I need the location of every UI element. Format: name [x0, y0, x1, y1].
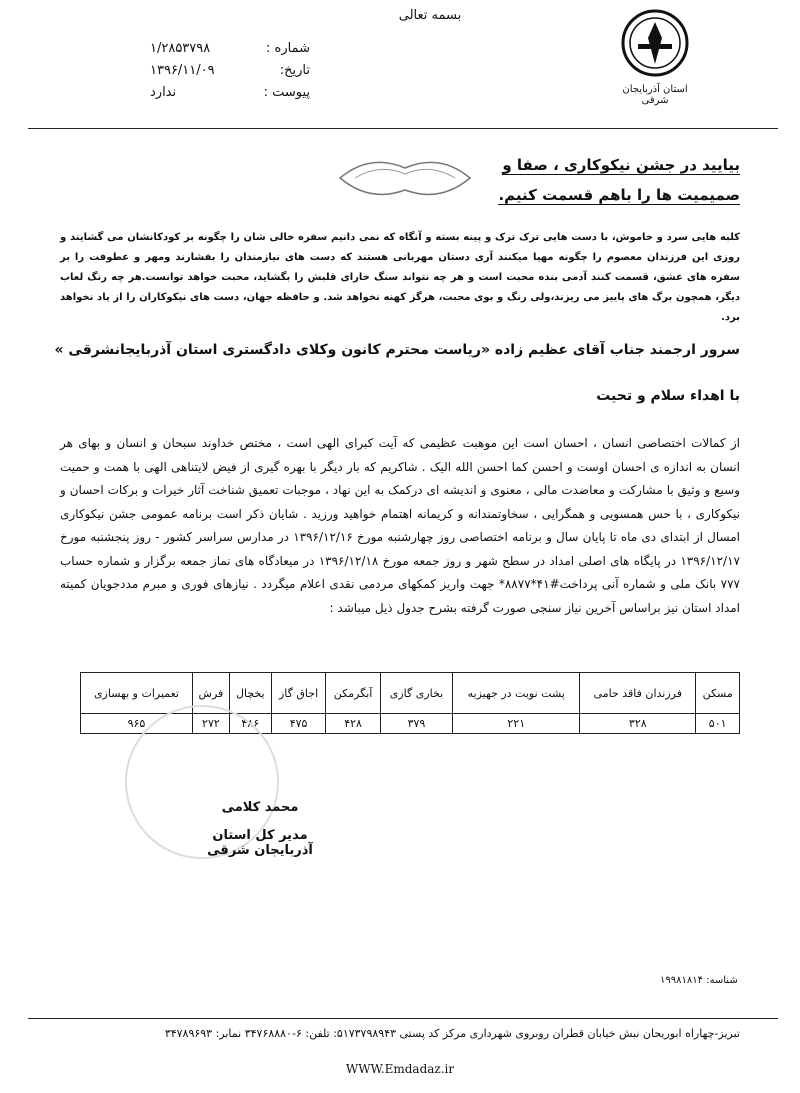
greeting: با اهداء سلام و تحیت	[596, 388, 740, 404]
attachment-value: ندارد	[150, 85, 177, 100]
table-header-cell: فرش	[192, 673, 229, 714]
imdad-logo	[610, 8, 700, 113]
addressee: سرور ارجمند جناب آقای عظیم زاده «ریاست محترم کانون وکلای دادگستری استان آذربایجانشرقی »	[54, 342, 740, 358]
slogan-line-2: صمیمیت ها را باهم قسمت کنیم.	[498, 186, 740, 204]
date-value: ۱۳۹۶/۱۱/۰۹	[150, 63, 215, 78]
table-cell: ۴۷۵	[271, 714, 326, 734]
slogan-line-1: بیایید در جشن نیکوکاری ، صفا و	[502, 156, 740, 174]
number-label: شماره :	[266, 41, 310, 56]
number-value: ۱/۲۸۵۳۷۹۸	[150, 41, 211, 56]
emblem-icon	[620, 8, 690, 78]
table-cell: ۲۷۲	[192, 714, 229, 734]
table-header-cell: فرزندان فاقد حامی	[580, 673, 696, 714]
table-cell: ۴۲۸	[326, 714, 380, 734]
footer-address: تبریز-چهاراه ابوریحان نبش خیابان قطران روبروی شهرداری مرکز کد پستی ۵۱۷۳۷۹۸۹۴۳: تلفن: ۶-۳۴۷۶۸۸۸۰ نمابر: ۳۴۷۸۹۶۹۳	[164, 1027, 740, 1040]
table-header-cell: اجاق گاز	[271, 673, 326, 714]
attachment-label: پیوست :	[263, 85, 310, 100]
logo-caption: استان آذربایجان شرقی	[622, 84, 688, 106]
basmala: بسمه تعالی	[398, 8, 462, 23]
table-header-cell: آبگرمکن	[326, 673, 380, 714]
table-header-cell: مسکن	[696, 673, 740, 714]
calligraphy-emblem-icon	[330, 148, 480, 208]
letter-meta	[150, 38, 310, 104]
footer-divider	[28, 1018, 778, 1019]
redacted-area	[318, 782, 681, 907]
intro-paragraph: کلبه هایی سرد و خاموش، با دست هایی ترک ترک و پینه بسته و آنگاه که نمی دانیم سفره خالی شان را چگونه بر کودکانشان می گشایند و روزی این فرزندان معصوم را چگونه مهیا میکنند آری دستان مهربانی هستند که دست های نیازمندان را بفشارند ومهر و عطوفت را بر سفره های عشق، قسمت کنند آدمی بنده محبت است و هر چه نتواند سنگ خارای قلبش را بگشاید، محبت خواهد توانست.هر چه رنگ لعاب دیگر، همچون برگ های پاییز می ریزند،ولی رنگ و بوی محبت، هرگز کهنه نخواهد شد. و حافظه جهان، دست های نیکوکاران را از یاد نخواهد برد.	[60, 232, 740, 323]
table-cell: ۳۷۹	[380, 714, 453, 734]
table-cell: ۴۸۶	[229, 714, 271, 734]
letter-body: از کمالات اختصاصی انسان ، احسان است این موهبت عظیمی که آیت کبرای الهی است ، مختص خداوند سبحان و انسان و بهای هر انسان به اندازه ی احسان اوست و احسن کما احسن الله الیک . شاکریم که بار دیگر با بهره گیری از فیض لایتناهی الهی با همت و حمیت وسیع و وثیق با مشارکت و معاضدت مالی ، معنوی و اندیشه ای درکمک به این نهاد ، موجبات تعمیق شناخت آثار خیرات و برکات احسان و نیکوکاری ، با حس همسویی و همگرایی ، سخاوتمندانه و کریمانه اهتمام خواهید ورزید . شایان ذکر است برنامه عمومی جشن نیکوکاری امسال از ابتدای دی ماه تا پایان سال و برنامه اختصاصی روز چهارشنبه مورخ ۱۳۹۶/۱۲/۱۶ در مدارس سراسر کشور - روز پنجشنبه مورخ ۱۳۹۶/۱۲/۱۷ در پایگاه های اصلی امداد در سطح شهر و روز جمعه مورخ ۱۳۹۶/۱۲/۱۸ در میعادگاه های نماز جمعه برگزار و شماره حساب ۷۷۷ بانک ملی و شماره آنی پرداخت#۴۱*۸۸۷۷* جهت واریز کمکهای مردمی نقدی اعلام میگردد . نیازهای فوری و مبرم مددجویان کمیته امداد استان نیز براساس آخرین نیاز سنجی صورت گرفته بشرح جدول ذیل میباشد :	[60, 436, 740, 615]
table-header-cell: بخاری گازی	[380, 673, 453, 714]
table-cell: ۹۶۵	[81, 714, 193, 734]
slogan-emblem	[330, 148, 480, 208]
signatory-name: محمد کلامی	[221, 800, 299, 815]
slogan	[490, 150, 740, 210]
table-cell: ۵۰۱	[696, 714, 740, 734]
signatory-title: مدیر کل استان آذربایجان شرقی	[207, 828, 313, 858]
date-label: تاریخ:	[279, 63, 310, 78]
header-divider	[28, 128, 778, 129]
table-cell: ۳۲۸	[580, 714, 696, 734]
tracking-id: شناسه: ۱۹۹۸۱۸۱۴	[660, 975, 738, 986]
table-header-cell: پشت نوبت در جهیزیه	[453, 673, 580, 714]
table-cell: ۲۲۱	[453, 714, 580, 734]
table-header-cell: یخچال	[229, 673, 271, 714]
website-link[interactable]: WWW.Emdadaz.ir	[345, 1062, 455, 1076]
table-header-cell: تعمیرات و بهسازی	[81, 673, 193, 714]
